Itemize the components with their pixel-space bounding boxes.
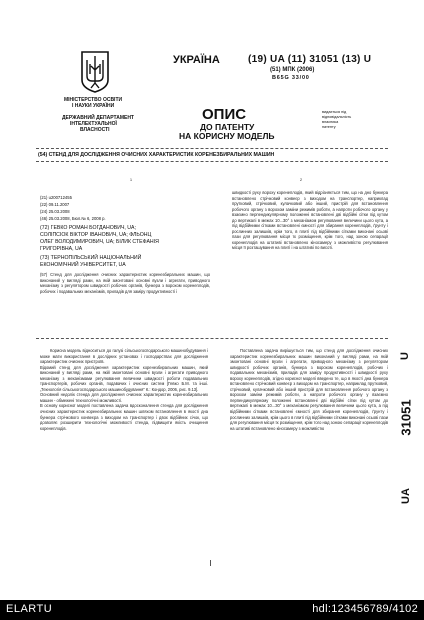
dept-line3: ВЛАСНОСТІ [80, 127, 110, 133]
biblio-line: (24) 25.03.2008 [40, 209, 70, 214]
biblio-line: (46) 25.03.2008, Бюл.№ 6, 2008 р. [40, 216, 106, 221]
biblio-line: ГРИГОРІВНА, UA [40, 246, 83, 252]
body-right: Поставлена задача вирішується тим, що стенд для дослідження очисних характеристик коренезбиральних машин виконаний у вигляді рами, на якій змонтовані основні вузли і агрегати, приводного механізму з регулятором швидкості робочих органів, бункера з ворохом коренеплодів, робочих і подавальних механізмів, приладів для заміру продуктивності і швидкості руху вороху коренеплодів, згідно корисної моделі введено те, що в якості дна бункера встановлено стрічковий конвеєр з виходом на транспортер, наприклад прутковий, стрічковий, кулачковий або інший пристрій для встановлення робочого органу з ворохом заміни режимів роботи, а напроти робочого органу у взаємно перпендикулярному положенні встановлені дві відбійні сітки під кутом до вертикалі в межах 10...30° з механізмом регулювання величини цього кута, а під відбійними сітками встановлені ємності для збирання коренеплодів, ґрунту і рослинних залишків, крім цього в плиті під відбійними сітками виконані осьові пази для регулювання місця їх розміщення, крім того над зоною сепарації коренеплодів на штативі встановлено кіносамеру з можливістю [230, 348, 388, 431]
side-patent-code [398, 350, 418, 550]
ministry-line2: І НАУКИ УКРАЇНИ [72, 103, 115, 109]
ipc-code: B65G 33/00 [272, 75, 310, 81]
biblio-line: СОЛІПСІОК ВІКТОР ІВАНОВИЧ, UA; ФЛЬОНЦ [40, 232, 152, 238]
document-subtitle-2: НА КОРИСНУ МОДЕЛЬ [179, 131, 275, 141]
title-top-rule [36, 148, 388, 149]
abstract-left: (57) Стенд для дослідження очисних характеристик коренезбиральних машин, що виконаний у вигляді рами, на якій змонтовані основні вузли і агрегати, приводного механізму з регулятором швидкості робочих органів, бункера з ворохом коренеплодів, робочих і подавальних механізмів, приладів для заміру продуктивності і [40, 272, 210, 294]
title-bottom-rule [36, 161, 388, 162]
biblio-line: (21) u200712455 [40, 195, 72, 200]
biblio-line: (72) ГЕВКО РОМАН БОГДАНОВИЧ, UA; [40, 225, 136, 231]
biblio-line: ЕКОНОМІЧНИЙ УНІВЕРСИТЕТ, UA [40, 262, 126, 268]
footer-source-label: ELARTU [6, 603, 53, 615]
section-divider [36, 338, 388, 339]
side-note-1: видається під [322, 110, 347, 114]
invention-title: (54) СТЕНД ДЛЯ ДОСЛІДЖЕННЯ ОЧИСНИХ ХАРАКТЕРИСТИК КОРЕНЕЗБИРАЛЬНИХ МАШИН [38, 152, 275, 158]
biblio-line: (22) 09.11.2007 [40, 202, 70, 207]
side-note-4: патенту [322, 125, 336, 129]
bottom-left-mark [210, 560, 211, 566]
document-subtitle-1: ДО ПАТЕНТУ [200, 122, 255, 132]
body-left: Корисна модель відноситься до галузі сільськогосподарського машинобудування і може мати використання в дослідних установах і господарствах для дослідження характеристик очисних пристроїв. Відомий стенд для дослідження характеристик коренезбиральних машин, який виконаний у вигляді рами, на якій змонтовані основні вузли і агрегати приводного механізму з механізмами регулювання величини швидкості роботи подавальних транспортерів, робочих органів, подавачих і очисних систем [Гевко Б.М. та інші. „Технологія сільськогосподарського машинобудування” К.: Кондор, 2006, рис. 9.13]. Основний недолік стенда для дослідження очисних характеристик коренезбиральних машин - обмежені технологічні можливості. В основу корисної моделі поставлена задача вдосконалення стенда для дослідження очисних характеристик коренезбиральних машин шляхом встановлення в якості дна бункера стрічкового конвеєра з виходом на транспортер і двох відбійних січок, що дозволяє розширити технологічні можливості стенда, підвищити якість очищення коренеплодів. [40, 348, 208, 431]
column-marker-2: 2 [300, 178, 302, 182]
abstract-right: швидкості руху вороху коренеплодів, який відрізняється тим, що на дно бункера встановлено стрічковий конвеєр з виходом на транспортер, наприклад прутковий, стрічковий, кулачковий або інший, пристрій для встановлення робочого органу з ворохом заміни режимів роботи, а напроти робочого органу у взаємно перпендикулярному положенні встановлені дві відбійні сітки під кутом до вертикалі в межах 10...30° з механізмом регулювання величини цього кута, а під відбійними сітками встановлені ємності для збирання коренеплодів, ґрунту і рослинних залишків, крім того, в плиті під відбійними сітками виконані осьові пази для регулювання місця їх розміщення, крім того, над зоною сепарації коренеплодів на штативі встановлено кіносамеру з можливістю регулювання місця її розташування на плиті і на штативі по висоті. [232, 190, 388, 251]
side-code-bottom: UA [399, 488, 412, 504]
document-number: (19) UA (11) 31051 (13) U [248, 54, 372, 65]
biblio-line: (73) ТЕРНОПІЛЬСЬКИЙ НАЦІОНАЛЬНИЙ [40, 255, 142, 261]
biblio-line: ОЛЕГ ВОЛОДИМИРОВИЧ, UA; БІЛИК СТЕФАНІЯ [40, 239, 159, 245]
ministry-line1: МІНІСТЕРСТВО ОСВІТИ [64, 97, 123, 103]
country-name: УКРАЇНА [173, 54, 220, 66]
column-marker-1: 1 [130, 178, 132, 182]
side-code-middle: 31051 [398, 399, 414, 436]
trident-emblem-icon [80, 50, 110, 94]
ipc-label: (51) МПК (2006) [270, 67, 315, 73]
footer-handle: hdl:123456789/4102 [312, 603, 418, 615]
side-note-2: відповідальність [322, 115, 352, 119]
dept-line1: ДЕРЖАВНИЙ ДЕПАРТАМЕНТ [62, 115, 134, 121]
document-title: ОПИС [202, 106, 247, 123]
side-note-3: власника [322, 120, 339, 124]
side-code-top: U [398, 352, 411, 360]
dept-line2: ІНТЕЛЕКТУАЛЬНОЇ [70, 121, 117, 127]
